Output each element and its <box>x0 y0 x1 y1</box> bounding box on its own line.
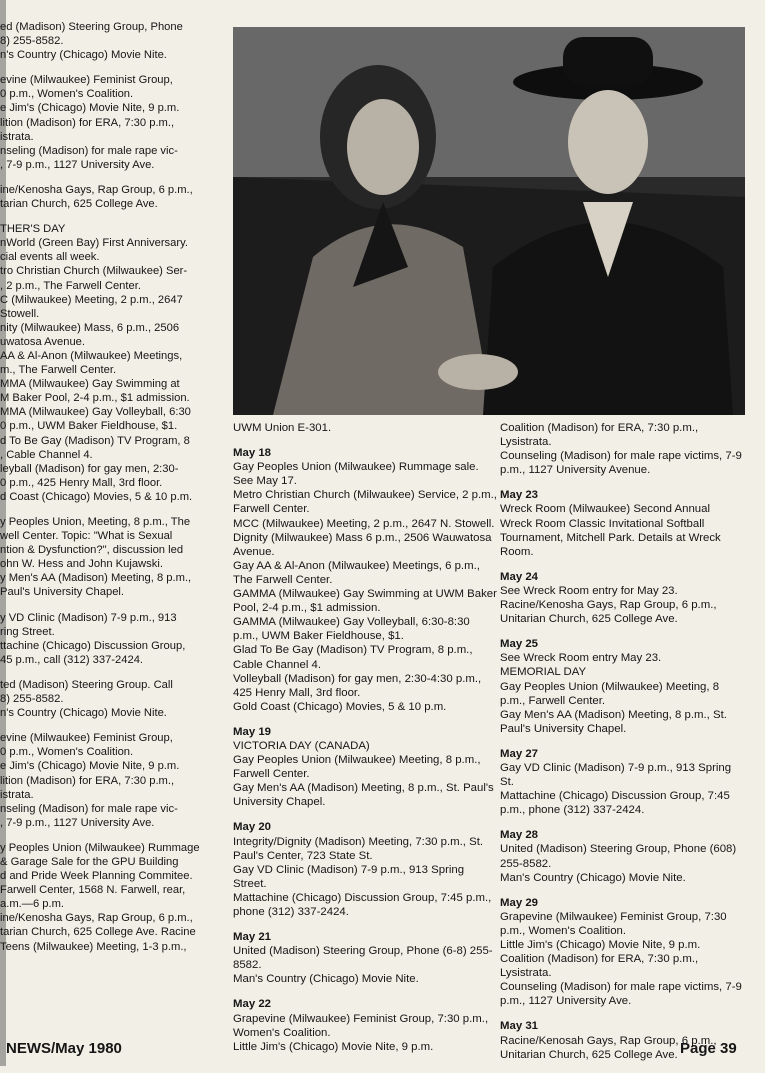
entry-line: Grapevine (Milwaukee) Feminist Group, 7:30 p.m., Women's Coalition. <box>233 1012 489 1039</box>
entry-line: Grapevine (Milwaukee) Feminist Group, 7:30 p.m., Women's Coalition. <box>500 910 727 937</box>
calendar-entry <box>233 820 498 919</box>
calendar-entry <box>0 678 212 720</box>
calendar-entry <box>500 747 745 817</box>
entry-line: Gay Peoples Union (Milwaukee) Meeting, 8 p.m., Farwell Center. <box>500 680 720 707</box>
entry-line: tarian Church, 625 College Ave. <box>0 198 158 211</box>
entry-line: a.m.—6 p.m. <box>0 898 65 911</box>
entry-line: y Men's AA (Madison) Meeting, 8 p.m., <box>0 572 192 585</box>
entry-line: d To Be Gay (Madison) TV Program, 8 <box>0 434 190 447</box>
entry-line: 0 p.m., UWM Baker Fieldhouse, $1. <box>0 420 178 433</box>
calendar-entry <box>233 421 498 435</box>
entry-line: , Cable Channel 4. <box>0 448 93 461</box>
photograph-two-men-in-costume <box>233 27 745 415</box>
entry-line: United (Madison) Steering Group, Phone (6-8) 255-8582. <box>233 945 493 972</box>
entry-line: ohn W. Hess and John Kujawski. <box>0 558 163 571</box>
calendar-entry <box>0 611 212 667</box>
calendar-entry <box>233 930 498 986</box>
entry-line: evine (Milwaukee) Feminist Group, <box>0 732 173 745</box>
entry-line: See Wreck Room entry for May 23. <box>500 584 678 597</box>
entry-line: MCC (Milwaukee) Meeting, 2 p.m., 2647 N. Stowell. <box>233 517 495 530</box>
entry-line: Coalition (Madison) for ERA, 7:30 p.m., Lysistrata. <box>500 422 699 449</box>
entry-line: ntion & Dysfunction?", discussion led <box>0 544 184 557</box>
entry-line: d Coast (Chicago) Movies, 5 & 10 p.m. <box>0 490 193 503</box>
entry-line: y Peoples Union (Milwaukee) Rummage <box>0 841 200 854</box>
entry-date: May 20 <box>233 821 271 834</box>
entry-line: istrata. <box>0 130 34 143</box>
entry-line: Paul's University Chapel. <box>0 586 125 599</box>
entry-line: , 7-9 p.m., 1127 University Ave. <box>0 158 155 171</box>
entry-line: Little Jim's (Chicago) Movie Nite, 9 p.m. <box>233 1040 434 1053</box>
entry-line: 0 p.m., Women's Coalition. <box>0 746 134 759</box>
entry-line: Gold Coast (Chicago) Movies, 5 & 10 p.m. <box>233 700 447 713</box>
footer-issue: NEWS/May 1980 <box>6 1040 122 1057</box>
entry-line: ine/Kenosha Gays, Rap Group, 6 p.m., <box>0 183 193 196</box>
calendar-entry <box>500 570 745 626</box>
entry-line: MEMORIAL DAY <box>500 666 587 679</box>
entry-date: May 28 <box>500 829 538 842</box>
calendar-entry <box>233 997 498 1053</box>
entry-line: Metro Christian Church (Milwaukee) Service, 2 p.m., Farwell Center. <box>233 489 497 516</box>
entry-date: May 22 <box>233 998 271 1011</box>
entry-date: May 23 <box>500 489 538 502</box>
right-column <box>500 421 745 1073</box>
left-column <box>0 20 212 965</box>
calendar-entry <box>500 637 745 736</box>
entry-line: Mattachine (Chicago) Discussion Group, 7:45 p.m., phone (312) 337-2424. <box>500 790 730 817</box>
calendar-entry <box>0 20 212 62</box>
entry-date: May 18 <box>233 447 271 460</box>
entry-line: Gay Men's AA (Madison) Meeting, 8 p.m., St. Paul's University Chapel. <box>233 782 494 809</box>
entry-line: AA & Al-Anon (Milwaukee) Meetings, <box>0 349 183 362</box>
entry-line: & Garage Sale for the GPU Building <box>0 855 179 868</box>
entry-line: Racine/Kenosah Gays, Rap Group, 6 p.m., Unitarian Church, 625 College Ave. <box>500 1034 717 1061</box>
entry-line: Glad To Be Gay (Madison) TV Program, 8 p.m., Cable Channel 4. <box>233 644 473 671</box>
entry-line: VICTORIA DAY (CANADA) <box>233 739 370 752</box>
entry-line: nseling (Madison) for male rape vic- <box>0 802 178 815</box>
entry-line: Counseling (Madison) for male rape victims, 7-9 p.m., 1127 University Avenue. <box>500 450 742 477</box>
entry-line: d and Pride Week Planning Commitee. <box>0 870 193 883</box>
calendar-entry <box>500 421 745 477</box>
entry-line: y VD Clinic (Madison) 7-9 p.m., 913 <box>0 611 177 624</box>
entry-line: Gay AA & Al-Anon (Milwaukee) Meetings, 6 p.m., The Farwell Center. <box>233 559 480 586</box>
entry-line: MMA (Milwaukee) Gay Volleyball, 6:30 <box>0 406 191 419</box>
entry-line: evine (Milwaukee) Feminist Group, <box>0 74 173 87</box>
entry-line: nity (Milwaukee) Mass, 6 p.m., 2506 <box>0 321 180 334</box>
entry-line: , 7-9 p.m., 1127 University Ave. <box>0 816 155 829</box>
calendar-entry <box>500 488 745 558</box>
entry-line: ted (Madison) Steering Group. Call <box>0 678 173 691</box>
entry-line: n's Country (Chicago) Movie Nite. <box>0 707 167 720</box>
entry-line: See Wreck Room entry May 23. <box>500 652 662 665</box>
calendar-entry <box>0 731 212 830</box>
entry-line: uwatosa Avenue. <box>0 335 86 348</box>
entry-date: May 27 <box>500 747 538 760</box>
entry-line: Racine/Kenosha Gays, Rap Group, 6 p.m., Unitarian Church, 625 College Ave. <box>500 599 717 626</box>
entry-line: GAMMA (Milwaukee) Gay Swimming at UWM Baker Pool, 2-4 p.m., $1 admission. <box>233 588 497 615</box>
calendar-entry <box>0 73 212 172</box>
entry-line: ed (Madison) Steering Group, Phone <box>0 21 183 33</box>
entry-line: leyball (Madison) for gay men, 2:30- <box>0 462 179 475</box>
entry-line: Stowell. <box>0 307 40 320</box>
calendar-entry <box>500 896 745 1009</box>
calendar-entry <box>233 725 498 810</box>
entry-line: well Center. Topic: "What is Sexual <box>0 530 173 543</box>
entry-line: lition (Madison) for ERA, 7:30 p.m., <box>0 774 175 787</box>
entry-line: Gay VD Clinic (Madison) 7-9 p.m., 913 Spring Street. <box>233 863 465 890</box>
middle-column <box>233 421 498 1065</box>
entry-line: lition (Madison) for ERA, 7:30 p.m., <box>0 116 175 129</box>
entry-line: Counseling (Madison) for male rape victims, 7-9 p.m., 1127 University Ave. <box>500 981 742 1008</box>
photo-illustration <box>233 27 745 415</box>
entry-line: Dignity (Milwaukee) Mass 6 p.m., 2506 Wauwatosa Avenue. <box>233 531 492 558</box>
entry-line: Farwell Center, 1568 N. Farwell, rear, <box>0 884 186 897</box>
calendar-entry <box>0 222 212 504</box>
entry-line: Gay Peoples Union (Milwaukee) Rummage sale. See May 17. <box>233 461 479 488</box>
entry-line: cial events all week. <box>0 251 100 264</box>
footer-page-number: Page 39 <box>680 1040 737 1057</box>
entry-line: n's Country (Chicago) Movie Nite. <box>0 49 167 62</box>
calendar-entry <box>233 446 498 714</box>
entry-line: Little Jim's (Chicago) Movie Nite, 9 p.m. <box>500 939 701 951</box>
calendar-entry <box>0 183 212 211</box>
entry-line: tarian Church, 625 College Ave. Racine <box>0 926 196 939</box>
entry-line: istrata. <box>0 788 34 801</box>
entry-date: May 29 <box>500 896 538 909</box>
entry-line: e Jim's (Chicago) Movie Nite, 9 p.m. <box>0 102 180 115</box>
entry-line: e Jim's (Chicago) Movie Nite, 9 p.m. <box>0 760 180 773</box>
entry-date: May 24 <box>500 570 538 583</box>
entry-line: Coalition (Madison) for ERA, 7:30 p.m., Lysistrata. <box>500 953 699 980</box>
entry-line: tro Christian Church (Milwaukee) Ser- <box>0 265 188 278</box>
entry-line: Volleyball (Madison) for gay men, 2:30-4:30 p.m., 425 Henry Mall, 3rd floor. <box>233 672 482 699</box>
entry-line: United (Madison) Steering Group, Phone (608) 255-8582. <box>500 843 737 870</box>
entry-line: M Baker Pool, 2-4 p.m., $1 admission. <box>0 392 190 405</box>
entry-line: Man's Country (Chicago) Movie Nite. <box>500 871 686 884</box>
entry-line: Integrity/Dignity (Madison) Meeting, 7:30 p.m., St. Paul's Center, 723 State St. <box>233 835 484 862</box>
entry-line: 0 p.m., 425 Henry Mall, 3rd floor. <box>0 476 163 489</box>
entry-date: May 19 <box>233 725 271 738</box>
entry-line: nWorld (Green Bay) First Anniversary. <box>0 237 188 250</box>
entry-line: Gay Peoples Union (Milwaukee) Meeting, 8 p.m., Farwell Center. <box>233 754 481 781</box>
entry-line: ine/Kenosha Gays, Rap Group, 6 p.m., <box>0 912 193 925</box>
entry-line: Man's Country (Chicago) Movie Nite. <box>233 973 419 986</box>
calendar-entry <box>500 828 745 884</box>
calendar-entry <box>0 841 212 954</box>
entry-line: Gay Men's AA (Madison) Meeting, 8 p.m., St. Paul's University Chapel. <box>500 708 727 735</box>
entry-line: Teens (Milwaukee) Meeting, 1-3 p.m., <box>0 940 187 953</box>
calendar-entry <box>0 515 212 600</box>
entry-line: THER'S DAY <box>0 223 66 236</box>
entry-date: May 25 <box>500 638 538 651</box>
entry-line: ring Street. <box>0 625 55 638</box>
entry-line: Wreck Room (Milwaukee) Second Annual Wreck Room Classic Invitational Softball Tournament, Mitchell Park. Details at Wreck Room. <box>500 503 721 558</box>
entry-line: UWM Union E-301. <box>233 422 332 434</box>
entry-date: May 21 <box>233 931 271 944</box>
entry-line: ttachine (Chicago) Discussion Group, <box>0 639 186 652</box>
entry-line: MMA (Milwaukee) Gay Swimming at <box>0 378 180 391</box>
entry-line: 45 p.m., call (312) 337-2424. <box>0 653 144 666</box>
entry-line: 8) 255-8582. <box>0 693 64 706</box>
entry-line: y Peoples Union, Meeting, 8 p.m., The <box>0 516 191 528</box>
entry-date: May 31 <box>500 1020 538 1033</box>
entry-line: Gay VD Clinic (Madison) 7-9 p.m., 913 Spring St. <box>500 761 732 789</box>
entry-line: m., The Farwell Center. <box>0 364 117 377</box>
entry-line: , 2 p.m., The Farwell Center. <box>0 279 141 292</box>
entry-line: 0 p.m., Women's Coalition. <box>0 88 134 101</box>
entry-line: C (Milwaukee) Meeting, 2 p.m., 2647 <box>0 293 183 306</box>
entry-line: GAMMA (Milwaukee) Gay Volleyball, 6:30-8:30 p.m., UWM Baker Fieldhouse, $1. <box>233 616 470 643</box>
entry-line: 8) 255-8582. <box>0 35 64 48</box>
entry-line: Mattachine (Chicago) Discussion Group, 7:45 p.m., phone (312) 337-2424. <box>233 891 492 918</box>
entry-line: nseling (Madison) for male rape vic- <box>0 144 178 157</box>
